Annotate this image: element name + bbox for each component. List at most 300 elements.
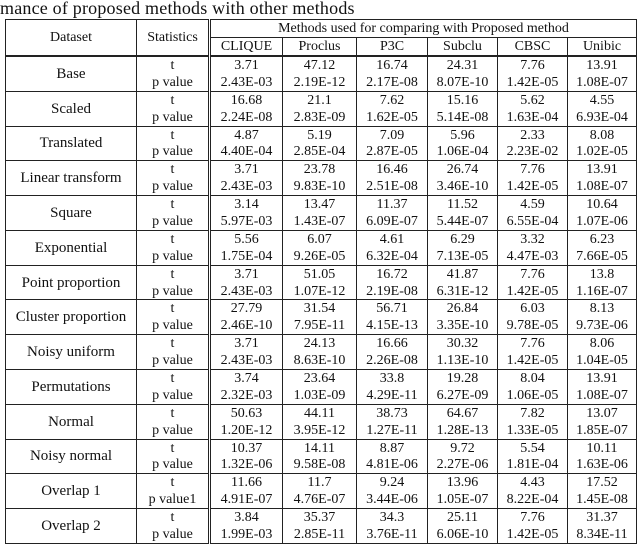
p-value: 2.83E-09	[293, 109, 346, 125]
p-value: 9.58E-08	[293, 457, 346, 473]
p-label: p value	[152, 74, 193, 90]
value-cell-unibic	[568, 126, 637, 161]
p-value: 2.43E-03	[220, 353, 273, 369]
value-cell-p3c	[357, 300, 428, 335]
t-value: 9.72	[450, 440, 475, 456]
value-cell-subclu	[428, 230, 498, 265]
p-value: 2.32E-03	[220, 387, 273, 403]
p-label: p value	[152, 214, 193, 230]
p-value: 1.07E-12	[293, 283, 346, 299]
p-label: p value	[152, 283, 193, 299]
p-value: 5.14E-08	[436, 109, 489, 125]
p-value: 1.08E-07	[576, 387, 628, 403]
t-value: 13.91	[586, 162, 618, 178]
value-cell-proclus	[283, 230, 357, 265]
p-value: 2.46E-10	[220, 318, 273, 334]
t-value: 14.11	[304, 440, 335, 456]
p-value: 1.20E-12	[220, 422, 273, 438]
t-value: 3.74	[234, 371, 259, 387]
value-cell-subclu	[428, 404, 498, 439]
p-value: 2.23E-02	[506, 144, 559, 160]
value-cell-proclus	[283, 196, 357, 231]
p-value: 6.93E-04	[576, 109, 628, 125]
p-value: 4.40E-04	[220, 144, 273, 160]
p-value: 2.51E-08	[366, 179, 418, 195]
t-value: 7.82	[520, 405, 545, 421]
value-cell-unibic	[568, 370, 637, 405]
value-cell-unibic	[568, 474, 637, 509]
p-value: 7.13E-05	[436, 248, 489, 264]
p-value: 1.42E-05	[506, 74, 559, 90]
p-value: 1.85E-07	[576, 422, 628, 438]
value-cell-proclus	[283, 300, 357, 335]
t-value: 4.61	[379, 231, 405, 247]
t-value: 3.71	[234, 58, 259, 73]
value-cell-proclus	[283, 91, 357, 126]
value-cell-clique	[210, 370, 283, 405]
dataset-cell: Exponential	[6, 230, 137, 265]
value-cell-cbsc	[498, 126, 568, 161]
statistics-cell	[137, 56, 210, 91]
value-cell-unibic	[568, 91, 637, 126]
t-value: 27.79	[230, 301, 263, 317]
p-value: 4.15E-13	[366, 318, 418, 334]
value-cell-clique	[210, 300, 283, 335]
t-value: 21.1	[307, 92, 332, 108]
header-statistics: Statistics	[137, 20, 210, 57]
header-method-proclus: Proclus	[283, 38, 357, 57]
p-label: p value	[152, 248, 193, 264]
t-value: 11.52	[447, 197, 478, 213]
value-cell-subclu	[428, 474, 498, 509]
p-value: 1.08E-07	[576, 179, 628, 195]
value-cell-p3c	[357, 126, 428, 161]
t-value: 47.12	[303, 58, 336, 73]
value-cell-unibic	[568, 300, 637, 335]
t-value: 15.16	[446, 92, 479, 108]
t-value: 41.87	[446, 266, 479, 282]
t-value: 13.96	[446, 475, 479, 491]
t-label: t	[170, 405, 175, 421]
dataset-cell: Noisy uniform	[6, 335, 137, 370]
p-value: 1.06E-05	[506, 387, 559, 403]
p-value: 8.07E-10	[436, 74, 489, 90]
p-value: 6.06E-10	[436, 527, 489, 543]
table-row	[6, 474, 637, 509]
t-value: 64.67	[446, 405, 479, 421]
p-value: 4.91E-07	[220, 492, 273, 508]
t-value: 4.59	[520, 197, 545, 213]
t-value: 3.71	[234, 336, 259, 352]
t-value: 38.73	[376, 405, 408, 421]
p-value: 2.24E-08	[220, 109, 273, 125]
table-row	[6, 370, 637, 405]
table-row	[6, 335, 637, 370]
value-cell-proclus	[283, 404, 357, 439]
t-value: 3.32	[520, 231, 545, 247]
t-value: 56.71	[376, 301, 408, 317]
value-cell-clique	[210, 56, 283, 91]
value-cell-unibic	[568, 265, 637, 300]
t-value: 8.87	[379, 440, 405, 456]
p-value: 6.55E-04	[506, 214, 559, 230]
p-value: 1.27E-11	[366, 422, 418, 438]
p-value: 4.29E-11	[366, 387, 418, 403]
t-value: 30.32	[446, 336, 479, 352]
t-value: 17.52	[586, 475, 618, 491]
t-value: 7.76	[520, 162, 545, 178]
value-cell-clique	[210, 196, 283, 231]
p-value: 1.13E-10	[436, 353, 489, 369]
t-value: 4.87	[234, 127, 259, 143]
t-value: 7.76	[520, 266, 545, 282]
value-cell-subclu	[428, 370, 498, 405]
t-value: 13.07	[586, 405, 618, 421]
p-value: 2.87E-05	[366, 144, 418, 160]
p-value: 2.85E-04	[293, 144, 346, 160]
t-value: 8.13	[589, 301, 615, 317]
p-value: 1.43E-07	[293, 214, 346, 230]
p-value: 7.95E-11	[293, 318, 346, 334]
value-cell-cbsc	[498, 161, 568, 196]
t-value: 24.13	[303, 336, 336, 352]
value-cell-unibic	[568, 230, 637, 265]
value-cell-p3c	[357, 370, 428, 405]
t-value: 5.19	[307, 127, 332, 143]
p-label: p value	[152, 179, 193, 195]
table-row	[6, 404, 637, 439]
value-cell-clique	[210, 439, 283, 474]
p-value: 1.03E-09	[293, 387, 346, 403]
header-methods-group: Methods used for comparing with Proposed method	[210, 20, 637, 38]
value-cell-subclu	[428, 439, 498, 474]
p-value: 2.19E-12	[293, 74, 346, 90]
value-cell-cbsc	[498, 335, 568, 370]
p-value: 1.06E-04	[436, 144, 489, 160]
p-value: 9.83E-10	[293, 179, 346, 195]
t-value: 8.08	[589, 127, 615, 143]
header-method-clique: CLIQUE	[210, 38, 283, 57]
value-cell-p3c	[357, 161, 428, 196]
header-dataset: Dataset	[6, 20, 137, 57]
p-value: 5.44E-07	[436, 214, 489, 230]
value-cell-subclu	[428, 196, 498, 231]
value-cell-subclu	[428, 300, 498, 335]
header-method-subclu: Subclu	[428, 38, 498, 57]
value-cell-subclu	[428, 335, 498, 370]
value-cell-p3c	[357, 509, 428, 544]
t-label: t	[170, 58, 175, 73]
t-value: 50.63	[230, 405, 263, 421]
statistics-cell	[137, 439, 210, 474]
p-value: 1.62E-05	[366, 109, 418, 125]
p-value: 3.44E-06	[366, 492, 418, 508]
t-value: 5.62	[520, 92, 545, 108]
value-cell-p3c	[357, 56, 428, 91]
value-cell-subclu	[428, 265, 498, 300]
value-cell-cbsc	[498, 91, 568, 126]
p-value: 1.42E-05	[506, 353, 559, 369]
p-value: 2.19E-08	[366, 283, 418, 299]
value-cell-p3c	[357, 335, 428, 370]
value-cell-subclu	[428, 509, 498, 544]
t-value: 3.84	[234, 510, 259, 526]
p-label: p value	[152, 353, 193, 369]
table-row	[6, 91, 637, 126]
t-label: t	[170, 266, 175, 282]
t-value: 6.07	[307, 231, 332, 247]
p-value: 1.42E-05	[506, 527, 559, 543]
t-value: 16.66	[376, 336, 408, 352]
p-value: 2.27E-06	[436, 457, 489, 473]
p-value: 1.05E-07	[436, 492, 489, 508]
value-cell-cbsc	[498, 439, 568, 474]
header-method-unibic: Unibic	[568, 38, 637, 57]
p-label: p value	[152, 318, 193, 334]
t-value: 10.11	[586, 440, 618, 456]
t-value: 16.68	[230, 92, 263, 108]
p-value: 7.66E-05	[576, 248, 628, 264]
t-value: 10.37	[230, 440, 263, 456]
value-cell-p3c	[357, 196, 428, 231]
p-label: p value	[152, 109, 193, 125]
t-value: 7.76	[520, 58, 545, 73]
t-value: 51.05	[303, 266, 336, 282]
p-value: 4.47E-03	[506, 248, 559, 264]
t-value: 35.37	[303, 510, 336, 526]
table-row	[6, 161, 637, 196]
value-cell-cbsc	[498, 230, 568, 265]
statistics-cell	[137, 196, 210, 231]
p-value: 2.85E-11	[293, 527, 346, 543]
table-row	[6, 196, 637, 231]
value-cell-cbsc	[498, 404, 568, 439]
value-cell-proclus	[283, 474, 357, 509]
value-cell-unibic	[568, 196, 637, 231]
p-label: p value	[152, 144, 193, 160]
value-cell-p3c	[357, 474, 428, 509]
p-value: 2.43E-03	[220, 283, 273, 299]
value-cell-proclus	[283, 370, 357, 405]
t-value: 3.14	[234, 197, 259, 213]
t-value: 7.09	[379, 127, 405, 143]
dataset-cell: Point proportion	[6, 265, 137, 300]
p-value: 6.32E-04	[366, 248, 418, 264]
table-row	[6, 509, 637, 544]
t-value: 13.91	[586, 58, 618, 73]
value-cell-subclu	[428, 126, 498, 161]
p-value: 1.45E-08	[576, 492, 628, 508]
p-value: 9.78E-05	[506, 318, 559, 334]
p-value: 6.27E-09	[436, 387, 489, 403]
value-cell-cbsc	[498, 56, 568, 91]
value-cell-cbsc	[498, 196, 568, 231]
value-cell-p3c	[357, 91, 428, 126]
p-value: 8.22E-04	[506, 492, 559, 508]
value-cell-p3c	[357, 439, 428, 474]
statistics-cell	[137, 300, 210, 335]
value-cell-subclu	[428, 56, 498, 91]
statistics-cell	[137, 509, 210, 544]
statistics-cell	[137, 370, 210, 405]
statistics-cell	[137, 404, 210, 439]
p-value: 1.02E-05	[576, 144, 628, 160]
statistics-cell	[137, 91, 210, 126]
t-value: 4.55	[589, 92, 615, 108]
t-value: 16.74	[376, 58, 408, 73]
value-cell-cbsc	[498, 300, 568, 335]
p-value: 8.34E-11	[576, 527, 628, 543]
p-value: 2.17E-08	[366, 74, 418, 90]
comparison-table	[5, 19, 637, 544]
t-value: 4.43	[520, 475, 545, 491]
p-value: 1.32E-06	[220, 457, 273, 473]
value-cell-proclus	[283, 161, 357, 196]
t-label: t	[170, 510, 175, 526]
p-value: 1.07E-06	[576, 214, 628, 230]
value-cell-p3c	[357, 230, 428, 265]
table-row	[6, 265, 637, 300]
statistics-cell	[137, 335, 210, 370]
value-cell-proclus	[283, 56, 357, 91]
value-cell-unibic	[568, 509, 637, 544]
p-label: p value	[152, 422, 193, 438]
t-value: 25.11	[447, 510, 478, 526]
table-caption: mance of proposed methods with other methods	[0, 0, 355, 18]
p-value: 1.75E-04	[220, 248, 273, 264]
p-value: 1.28E-13	[436, 422, 489, 438]
value-cell-clique	[210, 509, 283, 544]
value-cell-clique	[210, 161, 283, 196]
value-cell-subclu	[428, 91, 498, 126]
value-cell-subclu	[428, 161, 498, 196]
t-value: 24.31	[446, 58, 479, 73]
table-row	[6, 300, 637, 335]
t-value: 5.54	[520, 440, 545, 456]
statistics-cell	[137, 161, 210, 196]
t-value: 6.03	[520, 301, 545, 317]
p-label: p value	[152, 387, 193, 403]
t-value: 3.71	[234, 266, 259, 282]
t-value: 6.23	[589, 231, 615, 247]
t-value: 5.96	[450, 127, 475, 143]
p-value: 1.81E-04	[506, 457, 559, 473]
statistics-cell	[137, 230, 210, 265]
t-value: 16.72	[376, 266, 408, 282]
value-cell-proclus	[283, 265, 357, 300]
t-value: 23.78	[303, 162, 336, 178]
p-label: p value	[152, 527, 193, 543]
t-value: 11.7	[307, 475, 332, 491]
t-label: t	[170, 127, 175, 143]
t-value: 19.28	[446, 371, 479, 387]
t-value: 13.47	[303, 197, 336, 213]
value-cell-proclus	[283, 439, 357, 474]
dataset-cell: Permutations	[6, 370, 137, 405]
t-value: 33.8	[379, 371, 405, 387]
t-value: 26.74	[446, 162, 479, 178]
p-label: p value1	[148, 492, 197, 508]
value-cell-proclus	[283, 335, 357, 370]
p-value: 1.63E-04	[506, 109, 559, 125]
statistics-cell	[137, 265, 210, 300]
table-row	[6, 230, 637, 265]
t-value: 11.37	[376, 197, 408, 213]
p-value: 2.43E-03	[220, 74, 273, 90]
t-label: t	[170, 336, 175, 352]
t-value: 3.71	[234, 162, 259, 178]
table-row	[6, 56, 637, 91]
p-label: p value	[152, 457, 193, 473]
t-value: 31.37	[586, 510, 618, 526]
value-cell-unibic	[568, 56, 637, 91]
value-cell-clique	[210, 91, 283, 126]
t-label: t	[170, 475, 175, 491]
dataset-cell: Noisy normal	[6, 439, 137, 474]
p-value: 1.63E-06	[576, 457, 628, 473]
dataset-cell: Cluster proportion	[6, 300, 137, 335]
p-value: 6.31E-12	[436, 283, 489, 299]
dataset-cell: Scaled	[6, 91, 137, 126]
table-row	[6, 126, 637, 161]
t-label: t	[170, 371, 175, 387]
value-cell-clique	[210, 404, 283, 439]
p-value: 2.26E-08	[366, 353, 418, 369]
statistics-cell	[137, 474, 210, 509]
t-label: t	[170, 301, 175, 317]
value-cell-clique	[210, 126, 283, 161]
t-value: 9.24	[379, 475, 405, 491]
t-value: 7.76	[520, 336, 545, 352]
value-cell-unibic	[568, 439, 637, 474]
value-cell-unibic	[568, 161, 637, 196]
value-cell-unibic	[568, 335, 637, 370]
p-value: 8.63E-10	[293, 353, 346, 369]
value-cell-cbsc	[498, 265, 568, 300]
value-cell-unibic	[568, 404, 637, 439]
t-label: t	[170, 231, 175, 247]
t-label: t	[170, 92, 175, 108]
p-value: 3.46E-10	[436, 179, 489, 195]
value-cell-cbsc	[498, 509, 568, 544]
dataset-cell: Overlap 1	[6, 474, 137, 509]
value-cell-p3c	[357, 265, 428, 300]
p-value: 1.99E-03	[220, 527, 273, 543]
value-cell-clique	[210, 230, 283, 265]
statistics-cell	[137, 126, 210, 161]
t-value: 13.91	[586, 371, 618, 387]
dataset-cell: Linear transform	[6, 161, 137, 196]
value-cell-clique	[210, 335, 283, 370]
value-cell-clique	[210, 474, 283, 509]
p-value: 3.76E-11	[366, 527, 418, 543]
p-value: 1.42E-05	[506, 179, 559, 195]
t-value: 16.46	[376, 162, 408, 178]
p-value: 5.97E-03	[220, 214, 273, 230]
t-value: 10.64	[586, 197, 618, 213]
dataset-cell: Base	[6, 56, 137, 91]
t-value: 7.76	[520, 510, 545, 526]
t-value: 11.66	[231, 475, 262, 491]
t-value: 8.04	[520, 371, 545, 387]
t-label: t	[170, 197, 175, 213]
table-row	[6, 439, 637, 474]
t-value: 8.06	[589, 336, 615, 352]
p-value: 9.73E-06	[576, 318, 628, 334]
t-value: 31.54	[303, 301, 336, 317]
value-cell-p3c	[357, 404, 428, 439]
t-label: t	[170, 162, 175, 178]
